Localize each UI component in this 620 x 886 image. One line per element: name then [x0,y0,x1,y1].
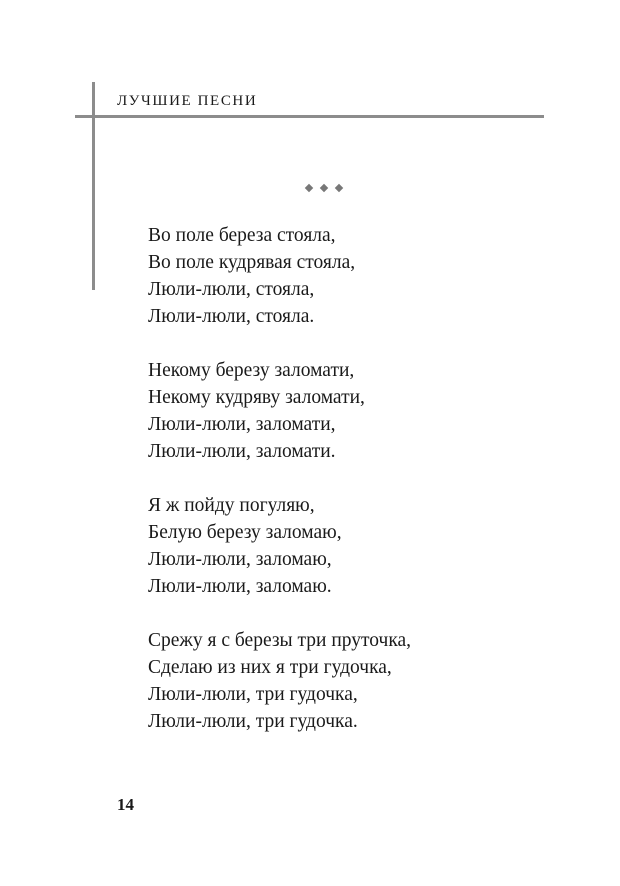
horizontal-rule [75,115,544,118]
poem-line: Я ж пойду погуляю, [148,495,315,516]
poem-line: Срежу я с березы три пруточка, [148,630,412,651]
poem-line: Некому кудряву заломати, [148,387,365,408]
stanza [148,357,411,465]
vertical-rule [92,82,95,290]
poem-line: Люли-люли, три гудочка. [148,711,358,732]
poem-line: Белую березу заломаю, [148,522,342,543]
poem [148,222,411,762]
diamond-icon [320,184,328,192]
poem-line: Люли-люли, заломаю. [148,576,332,597]
running-head: ЛУЧШИЕ ПЕСНИ [117,93,258,109]
stanza [148,627,411,735]
poem-line: Люли-люли, три гудочка, [148,684,358,705]
poem-line: Люли-люли, стояла, [148,279,315,300]
poem-line: Сделаю из них я три гудочка, [148,657,392,678]
page-number: 14 [117,795,134,814]
poem-line: Некому березу заломати, [148,360,355,381]
poem-line: Люли-люли, заломати, [148,414,336,435]
stanza [148,222,411,330]
diamond-icon [335,184,343,192]
ornament [306,185,342,191]
poem-line: Люли-люли, заломати. [148,441,336,462]
poem-line: Люли-люли, стояла. [148,306,315,327]
poem-line: Во поле береза стояла, [148,225,336,246]
diamond-icon [305,184,313,192]
stanza [148,492,411,600]
poem-line: Люли-люли, заломаю, [148,549,332,570]
poem-line: Во поле кудрявая стояла, [148,252,356,273]
